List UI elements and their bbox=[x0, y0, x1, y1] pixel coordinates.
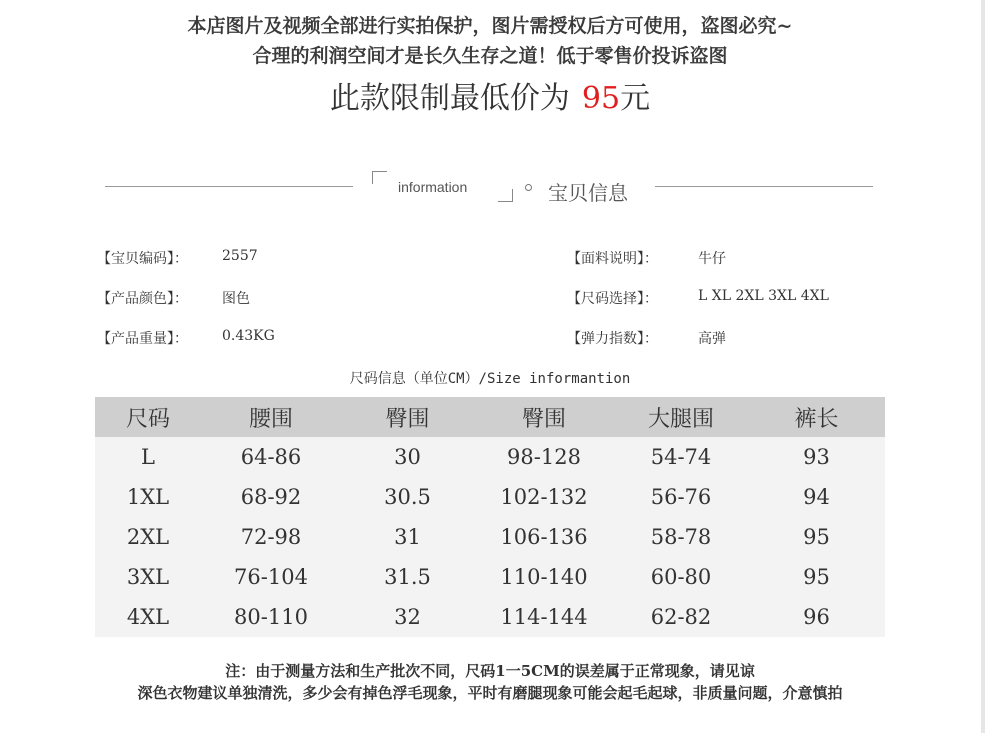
table-row bbox=[95, 437, 885, 477]
table-cell: 60-80 bbox=[650, 565, 712, 589]
column-header: 臀围 bbox=[474, 397, 614, 437]
table-cell: 96 bbox=[803, 605, 830, 629]
table-cell: 1XL bbox=[126, 485, 170, 509]
table-cell: 94 bbox=[803, 485, 830, 509]
minimum-price-label: 此款限制最低价为 bbox=[329, 81, 570, 116]
table-row bbox=[95, 557, 885, 597]
table-cell: 64-86 bbox=[240, 445, 302, 469]
attr-label: 【尺码选择】： bbox=[567, 291, 658, 307]
table-cell: 102-132 bbox=[500, 485, 588, 509]
circle-dot-icon bbox=[525, 184, 532, 191]
table-cell: 30.5 bbox=[384, 485, 431, 509]
attr-value: 高弹 bbox=[698, 331, 726, 347]
minimum-price-line bbox=[0, 73, 980, 117]
table-row bbox=[95, 517, 885, 557]
table-cell: 58-78 bbox=[650, 525, 712, 549]
table-cell: 98-128 bbox=[507, 445, 581, 469]
table-cell: 80-110 bbox=[234, 605, 308, 629]
corner-bracket-bottom-right-icon bbox=[498, 189, 513, 202]
attr-label: 【面料说明】： bbox=[567, 251, 658, 267]
info-header-chinese: 宝贝信息 bbox=[548, 181, 628, 205]
table-cell: 2XL bbox=[126, 525, 170, 549]
table-cell: 62-82 bbox=[650, 605, 712, 629]
table-cell: 95 bbox=[803, 525, 830, 549]
table-cell: 106-136 bbox=[500, 525, 588, 549]
info-header-english: information bbox=[398, 179, 468, 195]
column-header: 臀围 bbox=[341, 397, 474, 437]
attr-value: 2557 bbox=[222, 248, 258, 264]
table-cell: 56-76 bbox=[650, 485, 712, 509]
column-header: 腰围 bbox=[201, 397, 341, 437]
table-cell: 76-104 bbox=[234, 565, 308, 589]
header-divider-left bbox=[105, 186, 353, 187]
copyright-notice: 本店图片及视频全部进行实拍保护，图片需授权后方可使用，盗图必究~ bbox=[187, 15, 793, 37]
table-cell: 68-92 bbox=[240, 485, 302, 509]
attr-value: 0.43KG bbox=[222, 328, 275, 344]
table-cell: 4XL bbox=[126, 605, 170, 629]
product-info-header bbox=[0, 165, 980, 215]
table-cell: 32 bbox=[394, 605, 421, 629]
attr-value: 图色 bbox=[222, 291, 250, 307]
column-header: 尺码 bbox=[95, 397, 201, 437]
column-header: 裤长 bbox=[748, 397, 885, 437]
attr-value: 牛仔 bbox=[698, 251, 726, 267]
price-policy-notice: 合理的利润空间才是长久生存之道！低于零售价投诉盗图 bbox=[252, 45, 728, 67]
table-cell: 93 bbox=[803, 445, 830, 469]
table-cell: 114-144 bbox=[500, 605, 588, 629]
size-table-caption: 尺码信息（单位CM）/Size informantion bbox=[349, 371, 631, 387]
attr-label: 【产品颜色】： bbox=[97, 291, 188, 307]
page-edge-bar bbox=[981, 0, 985, 733]
table-cell: 54-74 bbox=[650, 445, 712, 469]
table-cell: 3XL bbox=[126, 565, 170, 589]
column-header: 大腿围 bbox=[614, 397, 748, 437]
attr-label: 【弹力指数】： bbox=[567, 331, 658, 347]
table-row bbox=[95, 597, 885, 637]
minimum-price-unit: 元 bbox=[620, 81, 651, 116]
size-table bbox=[95, 397, 885, 637]
attr-label: 【宝贝编码】： bbox=[97, 251, 188, 267]
table-row bbox=[95, 477, 885, 517]
table-cell: 110-140 bbox=[500, 565, 588, 589]
attr-value: L XL 2XL 3XL 4XL bbox=[698, 288, 829, 304]
corner-bracket-top-left-icon bbox=[372, 171, 387, 184]
washing-note: 深色衣物建议单独清洗，多少会有掉色浮毛现象，平时有磨腿现象可能会起毛起球，非质量问题，介意慎拍 bbox=[137, 684, 843, 702]
measurement-note: 注：由于测量方法和生产批次不同，尺码1一5CM的误差属于正常现象，请见谅 bbox=[225, 662, 755, 680]
table-cell: L bbox=[141, 445, 155, 469]
table-cell: 30 bbox=[394, 445, 421, 469]
table-cell: 72-98 bbox=[240, 525, 302, 549]
header-divider-right bbox=[655, 186, 873, 187]
table-cell: 31 bbox=[394, 525, 421, 549]
minimum-price-value: 95 bbox=[581, 81, 621, 116]
table-cell: 31.5 bbox=[384, 565, 431, 589]
table-cell: 95 bbox=[803, 565, 830, 589]
attr-label: 【产品重量】： bbox=[97, 331, 188, 347]
table-header-row bbox=[95, 397, 885, 437]
